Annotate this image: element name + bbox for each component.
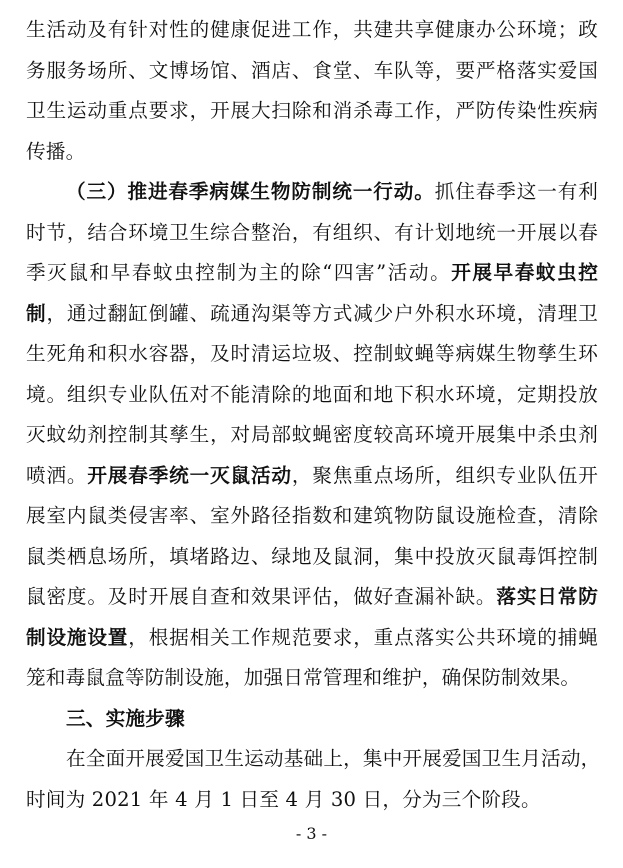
paragraph-line: 时间为 2021 年 4 月 1 日至 4 月 30 日，分为三个阶段。 (26, 787, 541, 811)
paragraph-line: 鼠类栖息场所，填堵路边、绿地及鼠洞，集中投放灭鼠毒饵控制 (26, 544, 598, 568)
paragraph-line: 在全面开展爱国卫生运动基础上，集中开展爱国卫生月活动， (66, 747, 601, 770)
paragraph-line (26, 253, 598, 294)
bold-phrase: 落实日常防 (496, 585, 598, 608)
paragraph-text: 季灭鼠和早春蚊虫控制为主的除“四害”活动。 (26, 261, 452, 284)
page-number: - 3 - (295, 824, 328, 843)
paragraph-line: 卫生运动重点要求，开展大扫除和消杀毒工作，严防传染性疾病 (26, 99, 598, 122)
paragraph-line: 时节，结合环境卫生综合整治，有组织、有计划地统一开展以春 (26, 220, 598, 244)
paragraph-text: ，聚焦重点场所，组织专业队伍开 (291, 463, 599, 487)
paragraph-line (26, 294, 598, 335)
bold-phrase: 制设施设置 (26, 625, 129, 649)
paragraph-line (26, 618, 598, 659)
paragraph-text: ，根据相关工作规范要求，重点落实公共环境的捕蝇 (128, 625, 598, 649)
paragraph-text: ，通过翻缸倒罐、疏通沟渠等方式减少户外积水环境，清理卫 (46, 301, 598, 325)
paragraph-line (26, 577, 598, 618)
paragraph-line: 生活动及有针对性的健康促进工作，共建共享健康办公环境；政 (26, 18, 598, 41)
paragraph-text: 喷洒。 (26, 463, 88, 487)
paragraph-line: 境。组织专业队伍对不能清除的地面和地下积水环境，定期投放 (26, 382, 598, 406)
paragraph-line: 笼和毒鼠盒等防制设施，加强日常管理和维护，确保防制效果。 (26, 666, 581, 689)
paragraph-line (26, 456, 598, 497)
paragraph-text: 鼠密度。及时开展自查和效果评估，做好查漏补缺。 (26, 585, 497, 608)
paragraph-line: 展室内鼠类侵害率、室外路径指数和建筑物防鼠设施检查，清除 (26, 504, 598, 527)
section-3-title: （三）推进春季病媒生物防制统一行动。 (66, 180, 435, 203)
bold-phrase: 开展春季统一灭鼠活动 (87, 463, 292, 487)
section-3-first-line (26, 172, 598, 213)
document-body (26, 10, 601, 820)
paragraph-line: 传播。 (26, 139, 86, 163)
paragraph-line: 务服务场所、文博场馆、酒店、食堂、车队等，要严格落实爱国 (26, 58, 598, 82)
bold-phrase: 制 (26, 301, 47, 325)
paragraph-text: 抓住春季这一有利 (434, 180, 598, 203)
section-heading: 三、实施步骤 (66, 706, 185, 730)
paragraph-line: 灭蚊幼剂控制其孳生，对局部蚊蝇密度较高环境开展集中杀虫剂 (26, 423, 598, 446)
bold-phrase: 开展早春蚊虫控 (451, 261, 598, 284)
paragraph-line: 生死角和积水容器，及时清运垃圾、控制蚊蝇等病媒生物孳生环 (26, 342, 598, 365)
